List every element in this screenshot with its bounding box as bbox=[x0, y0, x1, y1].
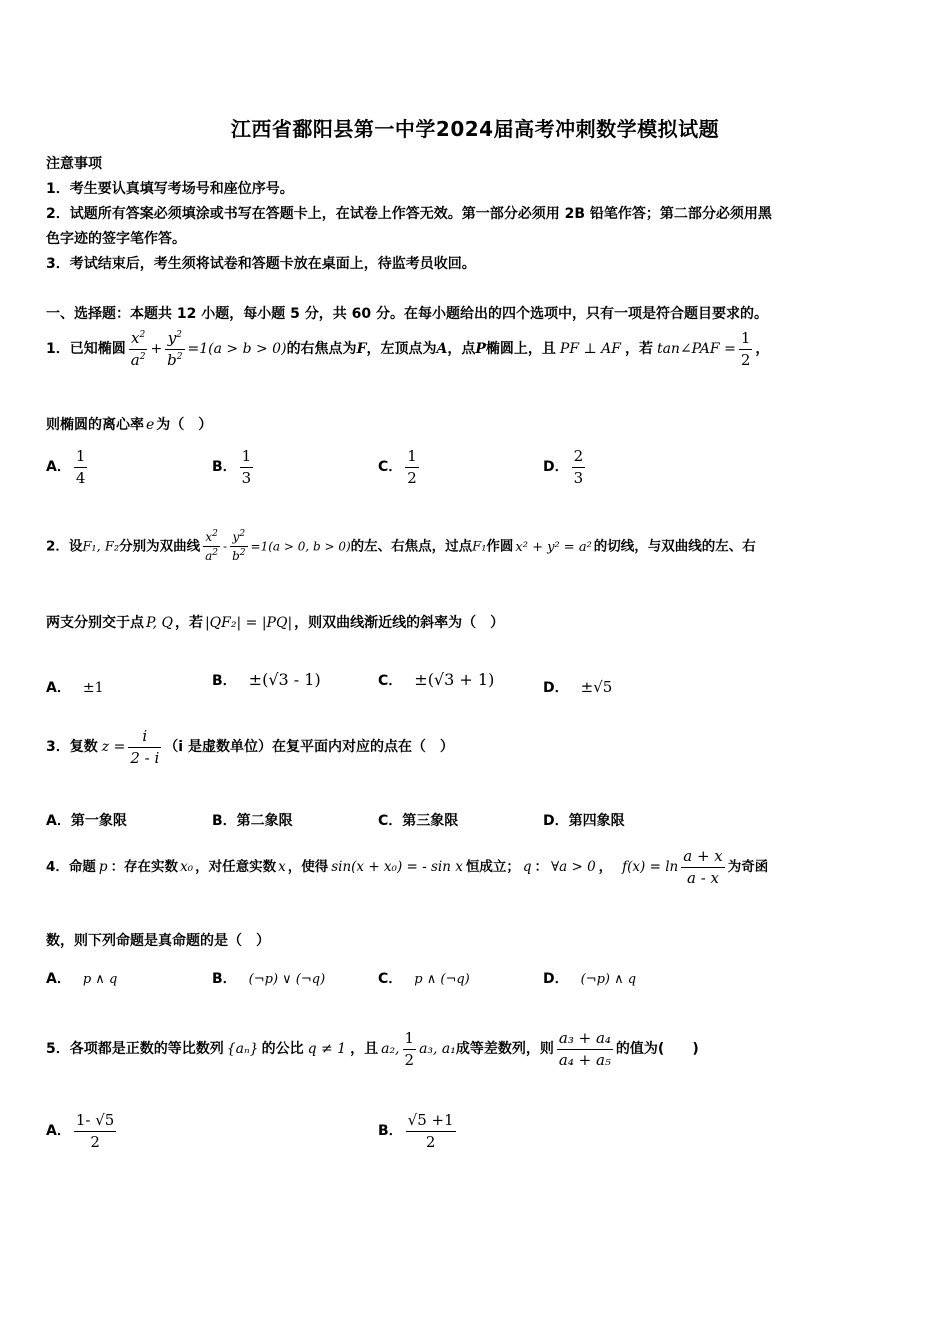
q4-option-b[interactable]: B． (¬p) ∨ (¬q) bbox=[212, 971, 326, 987]
q5-option-a[interactable]: A． $\frac{1- √5}{2}$ bbox=[46, 1111, 115, 1151]
q1-tan: tan∠PAF = bbox=[656, 341, 736, 357]
notice-item: 色字迹的签字笔作答。 bbox=[46, 231, 186, 247]
q4-option-c[interactable]: C． p ∧ (¬q) bbox=[378, 971, 470, 987]
q3-option-a[interactable]: A．第一象限 bbox=[46, 813, 127, 829]
question-2-line2: 两支分别交于点 P, Q ，若 |QF₂| = |PQ| ，则双曲线渐近线的斜率为（ ） bbox=[46, 615, 505, 631]
q1-half: $\frac{1}{2}$ bbox=[740, 329, 751, 369]
q3-option-d[interactable]: D．第四象限 bbox=[543, 813, 625, 829]
q3-option-b[interactable]: B．第二象限 bbox=[212, 813, 293, 829]
q2-option-a[interactable]: A． ±1 bbox=[46, 680, 104, 696]
q4-option-a[interactable]: A． p ∧ q bbox=[46, 971, 118, 987]
q1-option-d[interactable]: D． $\frac{2}{3}$ bbox=[543, 447, 584, 487]
q2-option-b[interactable]: B． ±(√3 - 1) bbox=[212, 670, 321, 689]
q3-option-c[interactable]: C．第三象限 bbox=[378, 813, 459, 829]
notice-item: 1．考生要认真填写考场号和座位序号。 bbox=[46, 181, 294, 197]
q2-option-c[interactable]: C． ±(√3 + 1) bbox=[378, 670, 495, 689]
question-1-line2: 则椭圆的离心率 e 为（ ） bbox=[46, 417, 213, 433]
section-heading: 一、选择题：本题共 12 小题，每小题 5 分，共 60 分。在每小题给出的四个选项中，只有一项是符合题目要求的。 bbox=[46, 306, 768, 322]
q1-option-a[interactable]: A． $\frac{1}{4}$ bbox=[46, 447, 86, 487]
notice-item: 3．考试结束后，考生须将试卷和答题卡放在桌面上，待监考员收回。 bbox=[46, 256, 476, 272]
q1-text: 1．已知椭圆 bbox=[46, 341, 126, 357]
notice-heading: 注意事项 bbox=[46, 156, 102, 172]
question-1: 1．已知椭圆 $\frac{x^2}{a^2}$ + $\frac{y^2}{b^2}$ =1(a > b > 0)的右焦点为F，左顶点为A，点P椭圆上，且 PF ⊥ AF ，若 tan∠PAF = $\frac{1}{2}$ ， bbox=[46, 329, 770, 369]
q2-option-d[interactable]: D． ±√5 bbox=[543, 678, 613, 696]
question-5: 5．各项都是正数的等比数列 {aₙ} 的公比 q ≠ 1 ，且 a₂, $\frac{1}{2}$ a₃, a₁成等差数列，则 $\frac{\text{a₃ + a₄}}{\text{a₄ + a₅}}$ 的值为( ) bbox=[46, 1029, 699, 1069]
q1-ellipse-x-term: $\frac{x^2}{a^2}$ bbox=[130, 329, 146, 369]
q1-option-c[interactable]: C． $\frac{1}{2}$ bbox=[378, 447, 417, 487]
question-3: 3．复数 z = $\frac{i}{2 - i}$ （i 是虚数单位）在复平面内对应的点在（ ） bbox=[46, 727, 454, 767]
question-4-line2: 数，则下列命题是真命题的是（ ） bbox=[46, 933, 270, 949]
question-4: 4．命题 p ：存在实数 x₀ ，对任意实数 x ，使得 sin(x + x₀) = - sin x 恒成立； q ： ∀a > 0 ， f(x) = ln $\frac{a + x}{a - x}$ 为奇函 bbox=[46, 847, 769, 887]
q1-ellipse-y-term: $\frac{y^2}{b^2}$ bbox=[167, 329, 183, 369]
q1-ellipse-condition: =1(a > b > 0) bbox=[187, 341, 287, 357]
q4-option-d[interactable]: D． (¬p) ∧ q bbox=[543, 971, 637, 987]
question-2: 2．设F₁, F₂分别为双曲线 $\frac{x^2}{a^2}$ - $\frac{y^2}{b^2}$ =1(a > 0, b > 0)的左、右焦点，过点F₁作圆 x² + y² = a² 的切线，与双曲线的左、右 bbox=[46, 529, 756, 564]
q5-option-b[interactable]: B． $\frac{√5 +1}{2}$ bbox=[378, 1111, 454, 1151]
page-title: 江西省鄱阳县第一中学2024届高考冲刺数学模拟试题 bbox=[230, 117, 720, 141]
q1-perp: PF ⊥ AF bbox=[559, 341, 621, 357]
notice-item: 2．试题所有答案必须填涂或书写在答题卡上，在试卷上作答无效。第一部分必须用 2B 铅笔作答；第二部分必须用黑 bbox=[46, 206, 772, 222]
q1-option-b[interactable]: B． $\frac{1}{3}$ bbox=[212, 447, 252, 487]
